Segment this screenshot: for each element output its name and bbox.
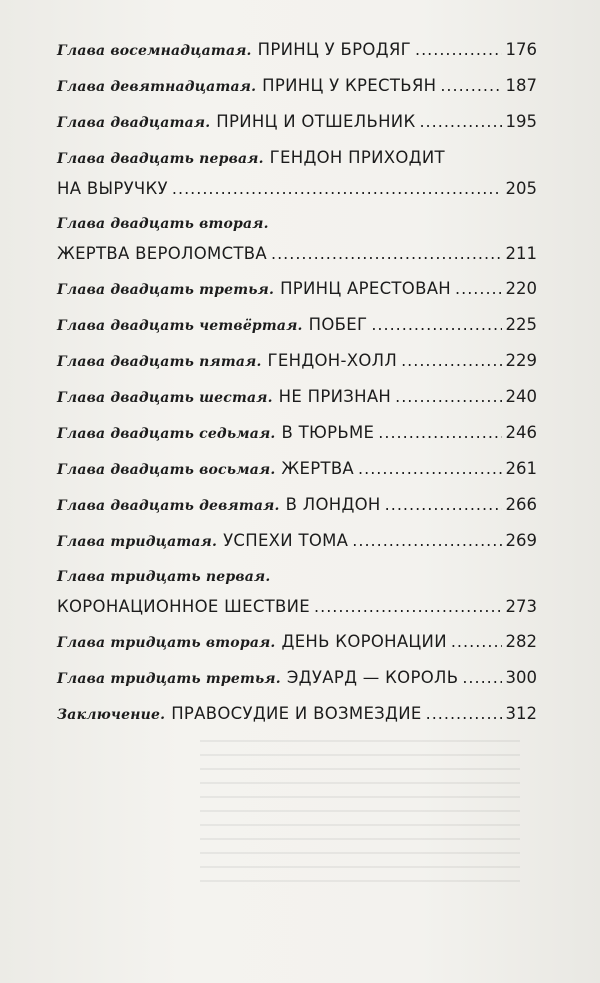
- page-number: 240: [505, 387, 537, 406]
- dot-leader: [401, 351, 501, 371]
- chapter-label: Глава двадцать первая.: [57, 151, 264, 167]
- chapter-title: ПРИНЦ У БРОДЯГ: [257, 40, 411, 59]
- toc-entry: [57, 315, 537, 336]
- toc-entry: [57, 40, 537, 61]
- chapter-label: Глава тридцать вторая.: [57, 635, 276, 651]
- dot-leader: [426, 704, 502, 724]
- page-number: 261: [505, 459, 537, 478]
- chapter-title-continuation: НА ВЫРУЧКУ: [57, 179, 168, 198]
- page-number: 187: [505, 76, 537, 95]
- chapter-title: ДЕНЬ КОРОНАЦИИ: [281, 632, 447, 651]
- chapter-title: ГЕНДОН ПРИХОДИТ: [269, 148, 445, 167]
- chapter-label: Глава двадцать девятая.: [57, 498, 280, 514]
- chapter-label: Глава двадцать вторая.: [57, 216, 269, 232]
- toc-entry: [57, 567, 537, 617]
- chapter-label: Глава тридцать третья.: [57, 671, 281, 687]
- show-through-text: [200, 740, 520, 890]
- dot-leader: [440, 76, 501, 96]
- chapter-title: УСПЕХИ ТОМА: [223, 531, 349, 550]
- dot-leader: [371, 315, 501, 335]
- dot-leader: [378, 423, 501, 443]
- page-number: 269: [505, 531, 537, 550]
- toc-entry: [57, 76, 537, 97]
- dot-leader: [455, 279, 501, 299]
- chapter-label: Глава двадцатая.: [57, 115, 211, 131]
- dot-leader: [415, 40, 502, 60]
- dot-leader: [385, 495, 502, 515]
- chapter-label: Глава двадцать седьмая.: [57, 426, 276, 442]
- page-number: 220: [505, 279, 537, 298]
- toc-entry: [57, 632, 537, 653]
- toc-entry: [57, 704, 537, 725]
- chapter-title: ЖЕРТВА ВЕРОЛОМСТВА: [57, 244, 267, 263]
- page-number: 195: [505, 112, 537, 131]
- chapter-label: Глава двадцать пятая.: [57, 354, 262, 370]
- dot-leader: [395, 387, 501, 407]
- chapter-label: Глава двадцать четвёртая.: [57, 318, 303, 334]
- chapter-label: Заключение.: [57, 707, 166, 723]
- chapter-label: Глава двадцать третья.: [57, 282, 275, 298]
- toc-entry: [57, 112, 537, 133]
- chapter-title: НЕ ПРИЗНАН: [278, 387, 392, 406]
- chapter-title: В ТЮРЬМЕ: [281, 423, 375, 442]
- chapter-title: ПРИНЦ И ОТШЕЛЬНИК: [216, 112, 416, 131]
- toc-entry: [57, 279, 537, 300]
- chapter-title: ПОБЕГ: [308, 315, 368, 334]
- page-number: 282: [505, 632, 537, 651]
- chapter-title: В ЛОНДОН: [285, 495, 381, 514]
- dot-leader: [419, 112, 501, 132]
- toc-entry: [57, 459, 537, 480]
- page-number: 205: [505, 179, 537, 198]
- dot-leader: [462, 668, 501, 688]
- page-number: 312: [505, 704, 537, 723]
- toc-entry: [57, 495, 537, 516]
- chapter-title: ПРАВОСУДИЕ И ВОЗМЕЗДИЕ: [171, 704, 422, 723]
- dot-leader: [352, 531, 501, 551]
- page-number: 266: [505, 495, 537, 514]
- toc-entry: [57, 214, 537, 264]
- chapter-title: ГЕНДОН-ХОЛЛ: [267, 351, 398, 370]
- page-number: 211: [505, 244, 537, 263]
- dot-leader: [314, 597, 501, 617]
- page-number: 176: [505, 40, 537, 59]
- chapter-label: Глава тридцатая.: [57, 534, 218, 550]
- dot-leader: [451, 632, 502, 652]
- chapter-label: Глава восемнадцатая.: [57, 43, 252, 59]
- toc-entry: [57, 351, 537, 372]
- chapter-label: Глава двадцать шестая.: [57, 390, 273, 406]
- chapter-label: Глава тридцать первая.: [57, 569, 271, 585]
- chapter-title: ПРИНЦ АРЕСТОВАН: [280, 279, 452, 298]
- chapter-title: ЖЕРТВА: [281, 459, 355, 478]
- chapter-title: ПРИНЦ У КРЕСТЬЯН: [262, 76, 437, 95]
- page-number: 229: [505, 351, 537, 370]
- dot-leader: [172, 179, 502, 199]
- dot-leader: [271, 244, 502, 264]
- page-number: 246: [505, 423, 537, 442]
- chapter-title: КОРОНАЦИОННОЕ ШЕСТВИЕ: [57, 597, 311, 616]
- toc-entry: [57, 531, 537, 552]
- page-number: 273: [505, 597, 537, 616]
- table-of-contents: [57, 40, 537, 740]
- chapter-title: ЭДУАРД — КОРОЛЬ: [286, 668, 459, 687]
- toc-entry: [57, 668, 537, 689]
- chapter-label: Глава двадцать восьмая.: [57, 462, 276, 478]
- page-number: 225: [505, 315, 537, 334]
- chapter-label: Глава девятнадцатая.: [57, 79, 257, 95]
- page-number: 300: [505, 668, 537, 687]
- dot-leader: [358, 459, 501, 479]
- toc-entry: [57, 423, 537, 444]
- toc-entry: [57, 148, 537, 199]
- toc-entry: [57, 387, 537, 408]
